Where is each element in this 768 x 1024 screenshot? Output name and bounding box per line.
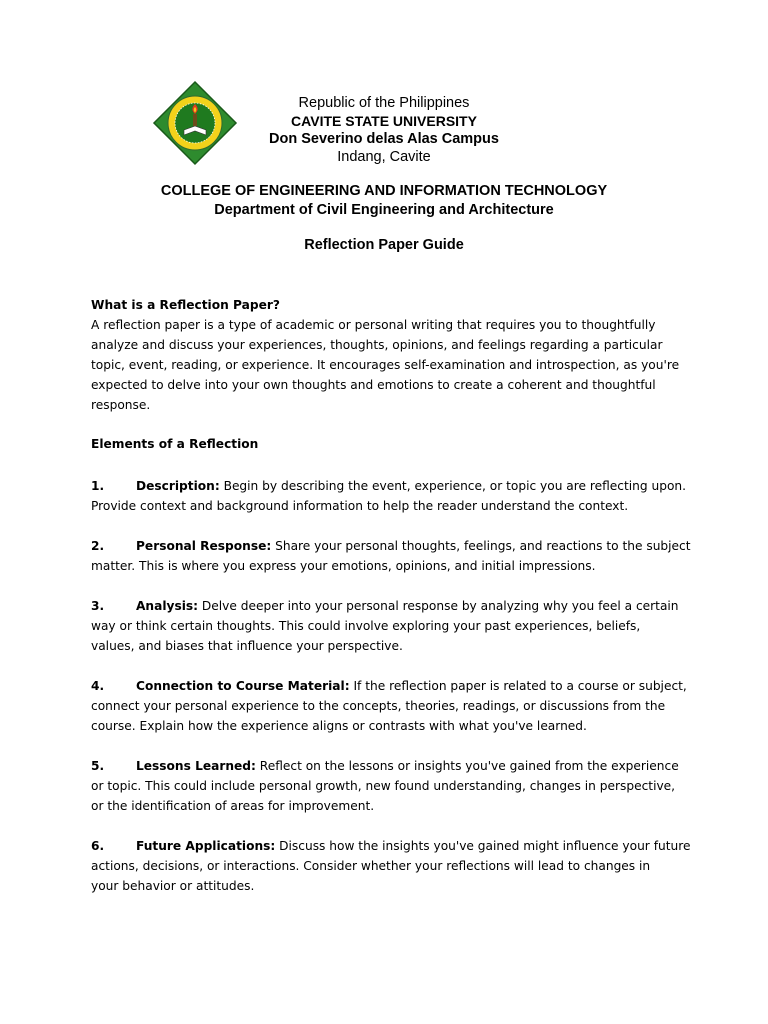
item-text: Discuss how the insights you've gained might influence your future	[275, 839, 691, 853]
document-title: Reflection Paper Guide	[304, 237, 464, 253]
item-text: or the identification of areas for improvement.	[91, 799, 375, 813]
item-text: or topic. This could include personal growth, new found understanding, changes in perspective,	[91, 779, 676, 793]
item-text: values, and biases that influence your perspective.	[91, 639, 403, 653]
department-name: Department of Civil Engineering and Architecture	[214, 202, 554, 218]
list-item	[91, 596, 691, 656]
item-text: Reflect on the lessons or insights you've gained from the experience	[255, 759, 679, 773]
item-term: Description:	[136, 479, 220, 493]
item-text: your behavior or attitudes.	[91, 879, 255, 893]
item-term: Lessons Learned:	[136, 759, 256, 773]
section-heading: Elements of a Reflection	[91, 437, 259, 451]
item-term: Connection to Course Material:	[136, 679, 350, 693]
item-number: 2.	[91, 539, 105, 553]
list-item	[91, 476, 691, 516]
item-term: Future Applications:	[136, 839, 276, 853]
list-item	[91, 676, 691, 736]
item-number: 4.	[91, 679, 105, 693]
paragraph-line: expected to delve into your own thoughts and emotions to create a coherent and thoughtful	[91, 378, 656, 392]
item-text: Provide context and background information to help the reader understand the context.	[91, 499, 629, 513]
item-text: Share your personal thoughts, feelings, and reactions to the subject	[271, 539, 691, 553]
item-number: 6.	[91, 839, 105, 853]
university-name: CAVITE STATE UNIVERSITY	[291, 113, 477, 129]
paragraph-line: A reflection paper is a type of academic or personal writing that requires you to thoughtfully	[91, 318, 656, 332]
paragraph-line: topic, event, reading, or experience. It encourages self-examination and introspection, as you're	[91, 358, 680, 372]
item-text: course. Explain how the experience aligns or contrasts with what you've learned.	[91, 719, 587, 733]
section-heading: What is a Reflection Paper?	[91, 298, 280, 312]
paragraph-line: response.	[91, 398, 151, 412]
republic-line: Republic of the Philippines	[298, 95, 470, 111]
paragraph-line: analyze and discuss your experiences, thoughts, opinions, and feelings regarding a particular	[91, 338, 663, 352]
item-term: Analysis:	[136, 599, 199, 613]
item-number: 1.	[91, 479, 105, 493]
list-item	[91, 536, 691, 576]
item-text: way or think certain thoughts. This could involve exploring your past experiences, beliefs,	[91, 619, 641, 633]
item-term: Personal Response:	[136, 539, 272, 553]
college-name: COLLEGE OF ENGINEERING AND INFORMATION TECHNOLOGY	[160, 183, 608, 199]
section-what-is	[91, 295, 691, 415]
list-item	[91, 836, 691, 896]
item-text: connect your personal experience to the concepts, theories, readings, or discussions from the	[91, 699, 666, 713]
location-line: Indang, Cavite	[337, 149, 431, 165]
item-number: 3.	[91, 599, 105, 613]
item-text: Begin by describing the event, experience, or topic you are reflecting upon.	[219, 479, 687, 493]
item-text: If the reflection paper is related to a course or subject,	[349, 679, 687, 693]
section-elements	[91, 434, 691, 454]
item-text: Delve deeper into your personal response by analyzing why you feel a certain	[198, 599, 679, 613]
list-item	[91, 756, 691, 816]
item-text: matter. This is where you express your emotions, opinions, and initial impressions.	[91, 559, 596, 573]
campus-name: Don Severino delas Alas Campus	[269, 131, 499, 147]
item-number: 5.	[91, 759, 105, 773]
item-text: actions, decisions, or interactions. Consider whether your reflections will lead to changes in	[91, 859, 651, 873]
